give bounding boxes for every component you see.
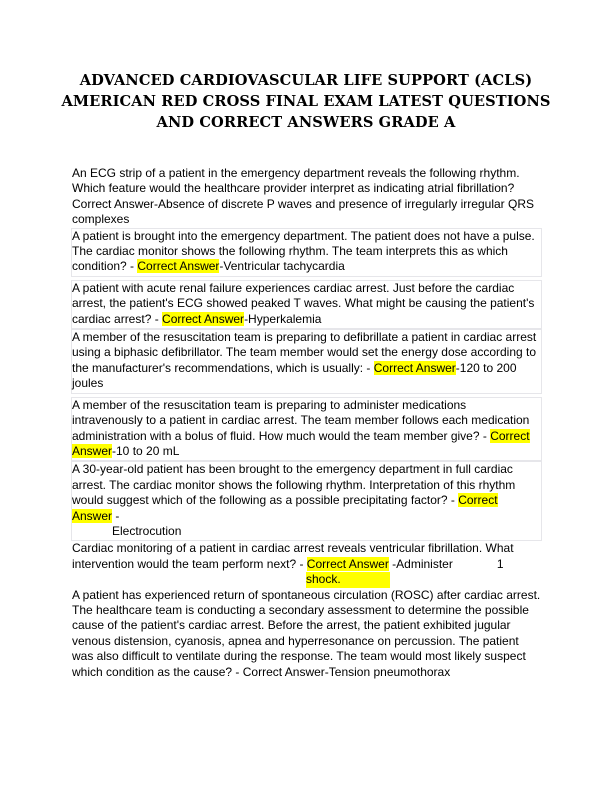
qa-item-1 — [72, 166, 542, 228]
question-text: An ECG strip of a patient in the emergency department reveals the following rhythm. Which feature would the healthcare provider interpret as indicating atrial fibrillation? — [72, 166, 520, 196]
qa-item-4 — [71, 329, 542, 394]
answer-text: -10 to 20 mL — [112, 443, 180, 458]
question-text: A 30-year-old patient has been brought to the emergency department in full cardiac arrest. The cardiac monitor shows the following rhythm. Interpretation of this rhythm would suggest which of the following as a possible precipitating factor? - — [72, 462, 516, 508]
question-text: A patient with acute renal failure experiences cardiac arrest. Just before the cardiac arrest, the patient's ECG showed peaked T waves. What might be causing the patient's cardiac arrest? - — [72, 280, 535, 326]
qa-item-3 — [71, 280, 542, 329]
answer-label-highlight: Correct Answer — [137, 259, 220, 274]
answer-text-b: 1 — [496, 556, 504, 571]
title-line-2: AMERICAN RED CROSS FINAL EXAM LATEST QUESTIONS — [61, 93, 551, 110]
question-text: A patient has experienced return of spontaneous circulation (ROSC) after cardiac arrest. The healthcare team is conducting a secondary assessment to determine the possible cause of the patient's cardiac arrest. Before the arrest, the patient exhibited jugular venous distension, cyanosis, apnea and hyperresonance on percussion. The patient was also difficult to ventilate during the response. The team would most likely suspect which condition as the cause? - — [72, 587, 541, 679]
answer-text: -Hyperkalemia — [244, 311, 322, 326]
answer-label-highlight-a: Correct — [458, 493, 498, 508]
answer-text: Electrocution — [112, 523, 182, 538]
answer-text: -Tension pneumothorax — [324, 664, 451, 679]
question-text: A member of the resuscitation team is preparing to defibrillate a patient in cardiac arrest using a biphasic defibrillator. The team member would set the energy dose according to the manufacturer's recommendations, which is usually: - — [72, 330, 537, 375]
qa-item-7 — [72, 541, 542, 587]
answer-label-highlight-b: Answer — [72, 508, 113, 523]
qa-item-8 — [72, 588, 542, 680]
document-title — [60, 70, 552, 133]
qa-item-6 — [71, 461, 542, 541]
question-text: Cardiac monitoring of a patient in cardiac arrest reveals ventricular fibrillation. What intervention would the team perform next? - — [72, 541, 514, 571]
title-line-1: ADVANCED CARDIOVASCULAR LIFE SUPPORT (ACLS) — [79, 72, 533, 89]
answer-label-highlight-b: Answer — [72, 443, 113, 458]
answer-dash: - — [112, 508, 120, 523]
answer-text: -120 to 200 joules — [72, 360, 517, 391]
answer-text-c: shock. — [306, 572, 390, 587]
question-text: A member of the resuscitation team is preparing to administer medications intravenously to a patient in cardiac arrest. The team member follows each medication administration with a bolus of fluid. How much would the team member give? - — [72, 397, 530, 443]
answer-label-highlight: Correct Answer — [162, 311, 245, 326]
answer-text-a: -Administer — [388, 556, 453, 571]
answer-label-highlight: Correct Answer — [373, 360, 456, 375]
qa-item-5 — [71, 397, 542, 462]
answer-label: Correct Answer — [242, 664, 325, 679]
answer-label: Correct Answer — [72, 196, 155, 211]
qa-item-2 — [71, 228, 542, 277]
answer-label-highlight-a: Correct — [490, 428, 530, 443]
question-text: A patient is brought into the emergency department. The patient does not have a pulse. The cardiac monitor shows the following rhythm. The team interprets this as which condition? - — [72, 228, 535, 274]
title-line-3: AND CORRECT ANSWERS GRADE A — [156, 114, 456, 131]
answer-text: -Absence of discrete P waves and presence of irregularly irregular QRS complexes — [72, 196, 534, 227]
answer-label-highlight: Correct Answer — [306, 556, 389, 571]
answer-text: -Ventricular tachycardia — [219, 259, 345, 274]
qa-list — [72, 166, 542, 680]
